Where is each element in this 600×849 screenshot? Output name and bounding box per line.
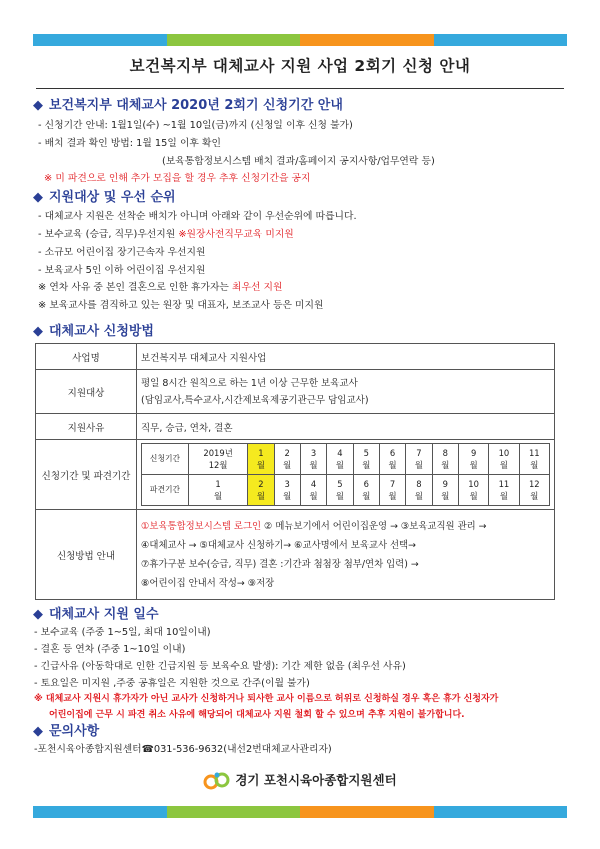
top-color-bar: [33, 34, 567, 46]
days-line-2: - 결혼 등 연차 (주중 1~10일 이내): [34, 644, 186, 655]
table-row: 신청방법 안내 ①보육통합정보시스템 로그인 ② 메뉴보기에서 어린이집운영 → ③보육교직원 관리 → ④대체교사 → ⑤대체교사 신청하기→ ⑥교사명에서 보육교사 선택→ ⑦휴가구분 보수(승급, 직무) 결혼 :기간과 첨첨장 첨부/연차 입력) → ⑧어린이집 안내서 작성→ ⑨저장: [36, 510, 555, 600]
dispatch-period-row: 파견기간 1 월 2 월 3 월 4 월 5 월 6 월 7 월 8 월 9 월 10 월 11 월 12 월: [142, 475, 550, 506]
period-line: - 신청기간 안내: 1월1일(수) ~1월 10일(금)까지 (신청일 이후 신청 불가): [38, 120, 353, 131]
month-cell: 2 월: [274, 444, 300, 475]
footer-org: 경기 포천시육아종합지원센터: [0, 770, 600, 792]
table-row: 사업명 보건복지부 대체교사 지원사업: [36, 344, 555, 370]
table-row: 지원사유 직무, 승급, 연차, 결혼: [36, 414, 555, 440]
month-cell: 9 월: [432, 475, 458, 506]
diamond-icon: ◆: [33, 190, 43, 205]
month-cell: 1 월: [189, 475, 248, 506]
month-cell: 8 월: [432, 444, 458, 475]
month-cell: 5 월: [353, 444, 379, 475]
application-table: [35, 343, 555, 600]
warning-line-2: 어린이집에 근무 시 파견 취소 사유에 해당되어 대체교사 지원 철회 할 수 있으며 추후 지원이 불가합니다.: [49, 710, 465, 720]
page-title: 보건복지부 대체교사 지원 사업 2회기 신청 안내: [129, 57, 471, 75]
eligibility-line-1: - 대체교사 지원은 선착순 배치가 아니며 아래와 같이 우선순위에 따릅니다.: [38, 211, 357, 222]
schedule-table: [141, 443, 550, 506]
month-cell: 6 월: [379, 444, 405, 475]
month-cell: 7 월: [406, 444, 432, 475]
result-check-line: - 배치 결과 확인 방법: 1월 15일 이후 확인: [38, 138, 221, 149]
diamond-icon: ◆: [33, 324, 43, 339]
section-contact: ◆ 문의사항: [33, 724, 100, 739]
month-cell: 3 월: [274, 475, 300, 506]
month-cell: 11 월: [519, 444, 549, 475]
eligibility-line-6: ※ 보육교사를 겸직하고 있는 원장 및 대표자, 보조교사 등은 미지원: [38, 300, 324, 311]
month-cell: 11 월: [489, 475, 519, 506]
month-cell: 12 월: [519, 475, 549, 506]
month-cell: 6 월: [353, 475, 379, 506]
section-support-days: ◆ 대체교사 지원 일수: [33, 607, 159, 622]
month-cell: 4 월: [300, 475, 326, 506]
eligibility-line-3: - 소규모 어린이집 장기근속자 우선지원: [38, 247, 206, 258]
diamond-icon: ◆: [33, 98, 43, 113]
diamond-icon: ◆: [33, 724, 43, 739]
days-line-3: - 긴급사유 (아동학대로 인한 긴급지원 등 보육수요 발생): 기간 제한 없음 (최우선 사유): [34, 661, 406, 672]
diamond-icon: ◆: [33, 607, 43, 622]
eligibility-line-5: ※ 연차 사유 중 본인 결혼으로 인한 휴가자는 최우선 지원: [38, 282, 283, 293]
section-application-period: ◆ 보건복지부 대체교사 2020년 2회기 신청기간 안내: [33, 98, 343, 113]
contact-line: -포천시육아종합지원센터☎031-536-9632(내선2번대체교사관리자): [34, 744, 332, 755]
month-cell: 5 월: [327, 475, 353, 506]
warning-line-1: ※ 대체교사 지원시 휴가자가 아닌 교사가 신청하거나 퇴사한 교사 이름으로 허위로 신청하실 경우 혹은 휴가 신청자가: [34, 694, 499, 704]
eligibility-line-2: - 보수교육 (승급, 직무)우선지원 ※원장사전직무교육 미지원: [38, 229, 294, 240]
eligibility-line-4: - 보육교사 5인 이하 어린이집 우선지원: [38, 265, 206, 276]
title-divider: [36, 88, 564, 89]
section-application-method: ◆ 대체교사 신청방법: [33, 324, 154, 339]
table-row: 지원대상 평일 8시간 원칙으로 하는 1년 이상 근무한 보육교사 (담임교사,특수교사,시간제보육제공기관근무 담임교사): [36, 370, 555, 414]
month-cell: 8 월: [406, 475, 432, 506]
period-note: ※ 미 파견으로 인해 추가 모집을 할 경우 추후 신청기간을 공지: [44, 173, 311, 184]
section-eligibility: ◆ 지원대상 및 우선 순위: [33, 190, 176, 205]
month-cell: 7 월: [379, 475, 405, 506]
month-cell: 3 월: [300, 444, 326, 475]
month-cell: 9 월: [458, 444, 488, 475]
result-check-detail: (보육통합정보시스템 배치 결과/홈페이지 공지사항/업무연락 등): [162, 156, 435, 167]
bottom-color-bar: [33, 806, 567, 818]
days-line-4: - 토요일은 미지원 ,주중 공휴일은 지원한 것으로 간주(이월 불가): [34, 678, 310, 689]
apply-period-row: 신청기간 2019년 12월 1 월 2 월 3 월 4 월 5 월 6 월 7 월 8 월 9 월 10 월 11 월: [142, 444, 550, 475]
days-line-1: - 보수교육 (주중 1~5일, 최대 10일이내): [34, 627, 211, 638]
month-cell: 2 월: [248, 475, 274, 506]
month-cell: 10 월: [489, 444, 519, 475]
month-cell: 2019년 12월: [189, 444, 248, 475]
month-cell: 4 월: [327, 444, 353, 475]
table-row: 신청기간 및 파견기간 신청기간 2019년 12월 1 월 2 월 3 월 4 월 5 월 6 월 7 월 8 월 9 월 10 월 11 월 파견기간 1 월 2 월 3 월 4 월 5 월 6 월 7 월 8 월 9 월 10 월 11 월 12 월: [36, 440, 555, 510]
month-cell: 10 월: [458, 475, 488, 506]
center-logo-icon: [203, 770, 231, 792]
month-cell: 1 월: [248, 444, 274, 475]
